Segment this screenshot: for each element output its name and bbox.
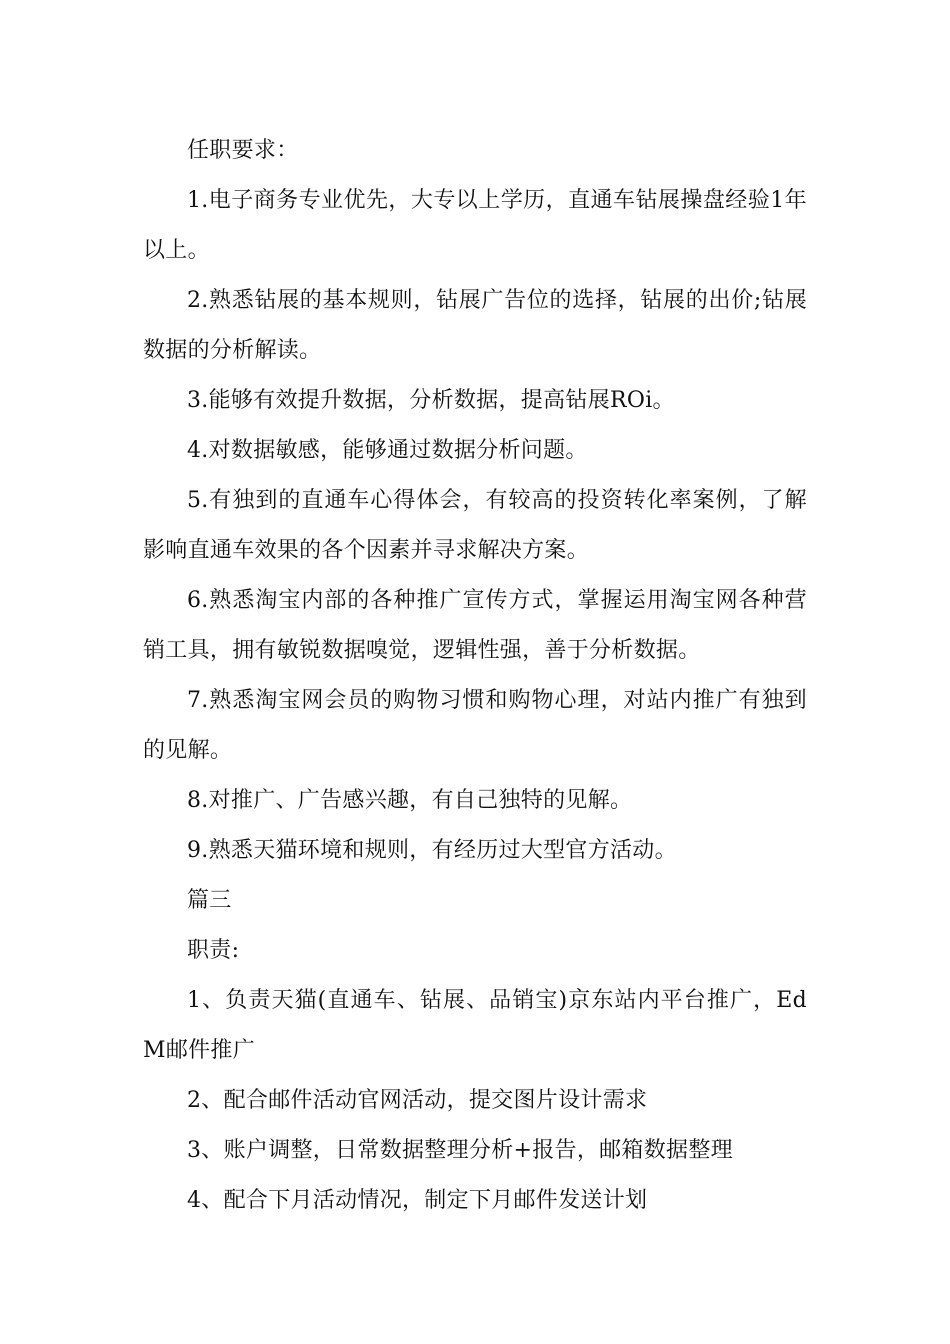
requirement-item-1: 1.电子商务专业优先，大专以上学历，直通车钻展操盘经验1年以上。 xyxy=(143,188,807,263)
duty-item-2: 2、配合邮件活动官网活动，提交图片设计需求 xyxy=(187,1088,648,1113)
duty-item-3: 3、账户调整，日常数据整理分析+报告，邮箱数据整理 xyxy=(187,1138,733,1163)
requirement-item-9: 9.熟悉天猫环境和规则，有经历过大型官方活动。 xyxy=(187,838,677,863)
requirement-item-7: 7.熟悉淘宝网会员的购物习惯和购物心理，对站内推广有独到的见解。 xyxy=(143,688,807,763)
section-heading-duties: 职责: xyxy=(187,938,240,963)
requirement-item-5: 5.有独到的直通车心得体会，有较高的投资转化率案例，了解影响直通车效果的各个因素并寻求解决方案。 xyxy=(143,488,807,563)
requirement-item-2: 2.熟悉钻展的基本规则，钻展广告位的选择，钻展的出价;钻展数据的分析解读。 xyxy=(143,288,807,363)
requirement-item-8: 8.对推广、广告感兴趣，有自己独特的见解。 xyxy=(187,788,633,813)
requirement-item-6: 6.熟悉淘宝内部的各种推广宣传方式，掌握运用淘宝网各种营销工具，拥有敏锐数据嗅觉，逻辑性强，善于分析数据。 xyxy=(143,588,807,663)
section-title-part-three: 篇三 xyxy=(187,888,232,913)
requirement-item-3: 3.能够有效提升数据，分析数据，提高钻展ROi。 xyxy=(187,388,675,413)
document-body xyxy=(143,126,807,1226)
section-heading-requirements: 任职要求： xyxy=(187,138,299,163)
requirement-item-4: 4.对数据敏感，能够通过数据分析问题。 xyxy=(187,438,588,463)
duty-item-1: 1、负责天猫(直通车、钻展、品销宝)京东站内平台推广，EdM邮件推广 xyxy=(143,988,807,1063)
duty-item-4: 4、配合下月活动情况，制定下月邮件发送计划 xyxy=(187,1188,648,1213)
